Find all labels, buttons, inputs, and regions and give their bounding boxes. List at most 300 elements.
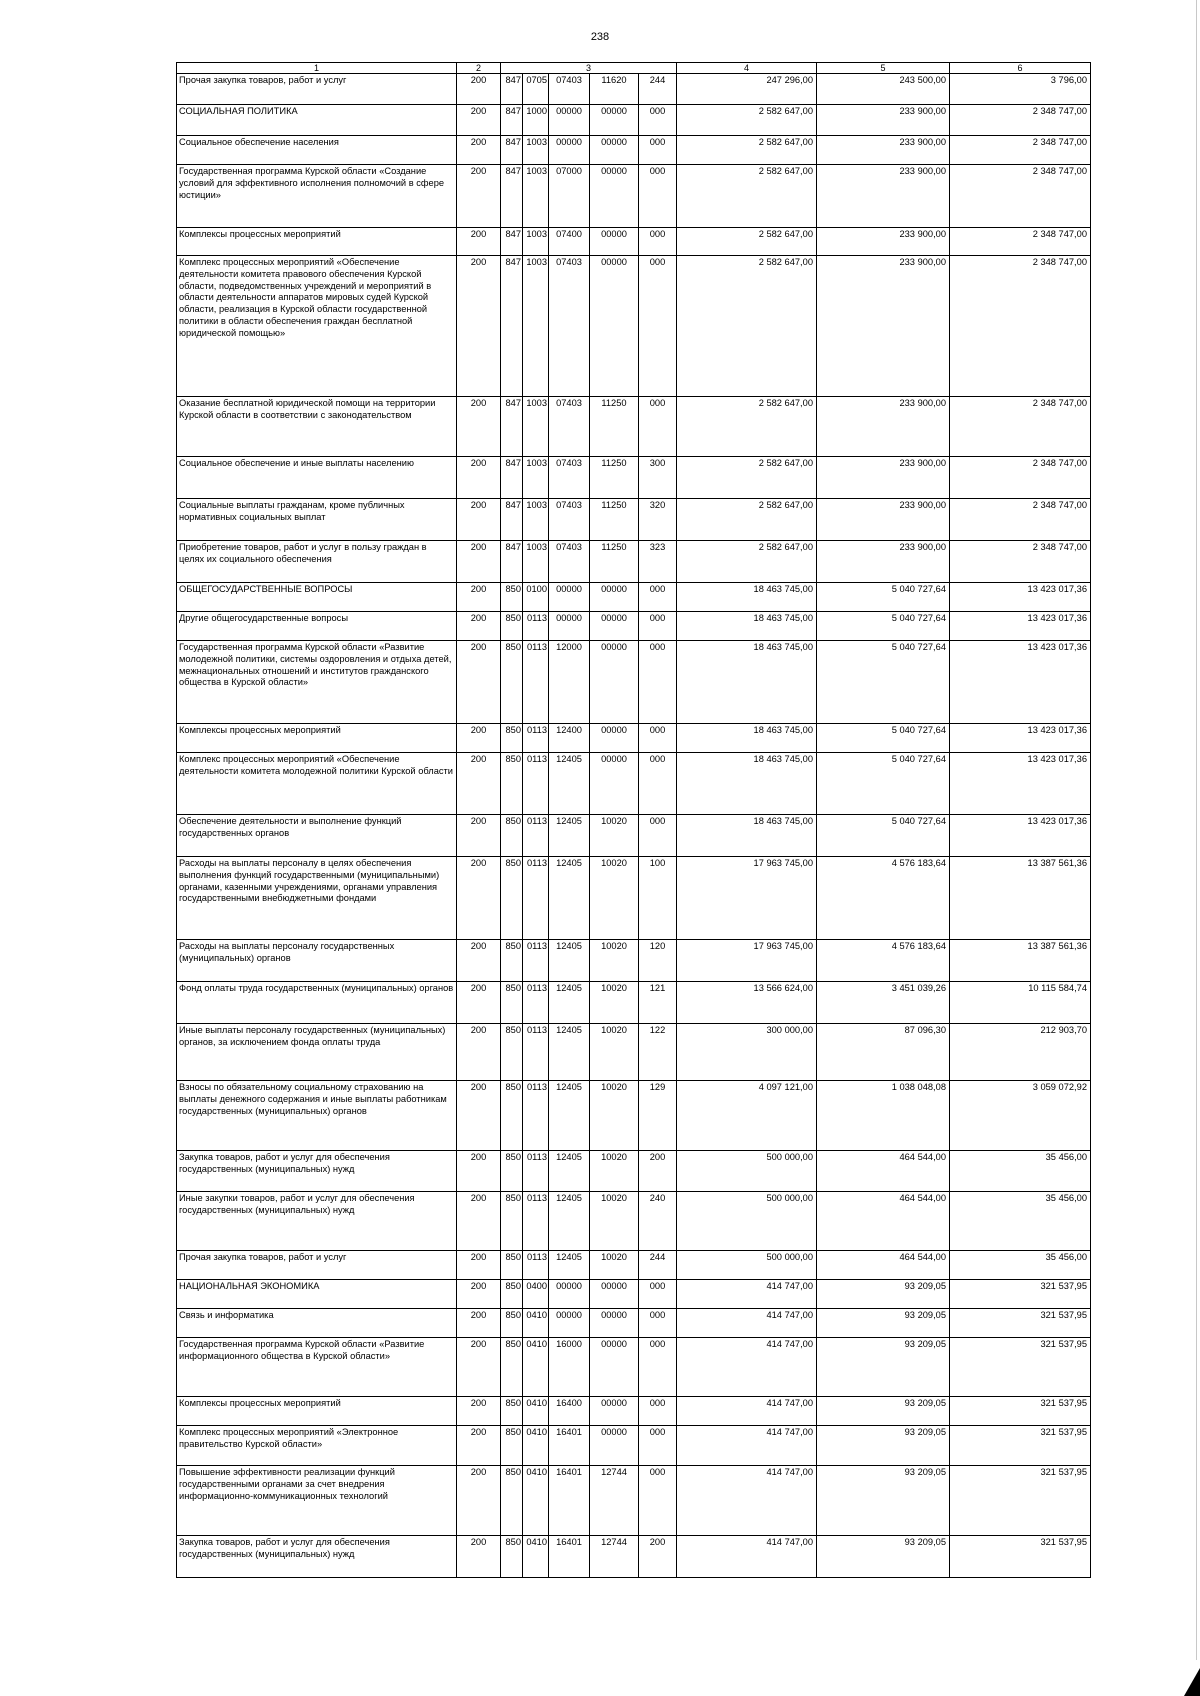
row-code-ministry: 850 bbox=[501, 583, 523, 612]
table-row bbox=[177, 1251, 1091, 1280]
row-code-program: 12405 bbox=[549, 857, 590, 940]
row-value-col5: 233 900,00 bbox=[817, 165, 950, 228]
row-value-col4: 18 463 745,00 bbox=[677, 641, 817, 724]
row-code-ministry: 850 bbox=[501, 982, 523, 1024]
row-value-col5: 233 900,00 bbox=[817, 541, 950, 583]
row-value-col6: 35 456,00 bbox=[950, 1151, 1091, 1192]
row-code-direction: 00000 bbox=[590, 136, 639, 165]
header-col-6: 6 bbox=[950, 63, 1091, 74]
row-code-col2: 200 bbox=[457, 499, 501, 541]
table-row bbox=[177, 1192, 1091, 1251]
row-name: СОЦИАЛЬНАЯ ПОЛИТИКА bbox=[177, 105, 457, 136]
row-value-col4: 414 747,00 bbox=[677, 1338, 817, 1397]
row-code-direction: 10020 bbox=[590, 1024, 639, 1081]
table-row bbox=[177, 583, 1091, 612]
row-code-expense-type: 120 bbox=[639, 940, 677, 982]
row-name: Комплекс процессных мероприятий «Электронное правительство Курской области» bbox=[177, 1426, 457, 1466]
row-code-expense-type: 000 bbox=[639, 815, 677, 857]
row-name: Оказание бесплатной юридической помощи на территории Курской области в соответствии с законодательством bbox=[177, 397, 457, 457]
row-value-col6: 321 537,95 bbox=[950, 1309, 1091, 1338]
row-name: Приобретение товаров, работ и услуг в пользу граждан в целях их социального обеспечения bbox=[177, 541, 457, 583]
row-code-ministry: 847 bbox=[501, 457, 523, 499]
row-code-section: 1003 bbox=[523, 541, 549, 583]
table-row bbox=[177, 541, 1091, 583]
row-code-section: 0113 bbox=[523, 1024, 549, 1081]
row-value-col4: 2 582 647,00 bbox=[677, 136, 817, 165]
row-code-program: 12400 bbox=[549, 724, 590, 753]
row-code-program: 00000 bbox=[549, 583, 590, 612]
row-code-section: 0113 bbox=[523, 940, 549, 982]
row-code-expense-type: 000 bbox=[639, 1466, 677, 1536]
row-name: Комплексы процессных мероприятий bbox=[177, 228, 457, 256]
row-name: Социальные выплаты гражданам, кроме публичных нормативных социальных выплат bbox=[177, 499, 457, 541]
row-value-col5: 1 038 048,08 bbox=[817, 1081, 950, 1151]
table-row bbox=[177, 982, 1091, 1024]
row-code-direction: 00000 bbox=[590, 641, 639, 724]
row-value-col4: 2 582 647,00 bbox=[677, 541, 817, 583]
row-code-section: 0410 bbox=[523, 1338, 549, 1397]
row-code-program: 07403 bbox=[549, 256, 590, 397]
table-row bbox=[177, 1081, 1091, 1151]
row-name: Расходы на выплаты персоналу государственных (муниципальных) органов bbox=[177, 940, 457, 982]
row-code-direction: 00000 bbox=[590, 583, 639, 612]
row-name: Иные выплаты персоналу государственных (муниципальных) органов, за исключением фонда оплаты труда bbox=[177, 1024, 457, 1081]
row-code-section: 0113 bbox=[523, 1081, 549, 1151]
table-row bbox=[177, 397, 1091, 457]
row-code-direction: 10020 bbox=[590, 1081, 639, 1151]
row-name: НАЦИОНАЛЬНАЯ ЭКОНОМИКА bbox=[177, 1280, 457, 1309]
row-code-col2: 200 bbox=[457, 583, 501, 612]
row-value-col5: 5 040 727,64 bbox=[817, 612, 950, 641]
row-code-program: 07000 bbox=[549, 165, 590, 228]
row-code-expense-type: 000 bbox=[639, 1280, 677, 1309]
row-value-col4: 500 000,00 bbox=[677, 1151, 817, 1192]
row-name: Иные закупки товаров, работ и услуг для обеспечения государственных (муниципальных) нужд bbox=[177, 1192, 457, 1251]
row-code-direction: 10020 bbox=[590, 1192, 639, 1251]
row-name: Другие общегосударственные вопросы bbox=[177, 612, 457, 641]
row-value-col6: 13 423 017,36 bbox=[950, 612, 1091, 641]
row-value-col6: 35 456,00 bbox=[950, 1192, 1091, 1251]
row-code-col2: 200 bbox=[457, 641, 501, 724]
row-value-col5: 233 900,00 bbox=[817, 457, 950, 499]
row-code-expense-type: 000 bbox=[639, 105, 677, 136]
header-col-3: 3 bbox=[501, 63, 677, 74]
row-value-col6: 2 348 747,00 bbox=[950, 397, 1091, 457]
row-code-ministry: 850 bbox=[501, 1081, 523, 1151]
row-code-expense-type: 320 bbox=[639, 499, 677, 541]
row-value-col4: 414 747,00 bbox=[677, 1466, 817, 1536]
row-code-section: 0113 bbox=[523, 1151, 549, 1192]
row-code-col2: 200 bbox=[457, 982, 501, 1024]
table-row bbox=[177, 1466, 1091, 1536]
row-value-col6: 321 537,95 bbox=[950, 1280, 1091, 1309]
row-code-expense-type: 000 bbox=[639, 1426, 677, 1466]
row-value-col4: 414 747,00 bbox=[677, 1280, 817, 1309]
row-name: Комплекс процессных мероприятий «Обеспечение деятельности комитета правового обеспечения Курской области, подведомственных учреждений и мероприятий в области деятельности аппаратов мировых судей Курской области, реализация в Курской области государственной политики в области обеспечения граждан бесплатной юридической помощью» bbox=[177, 256, 457, 397]
row-value-col6: 13 423 017,36 bbox=[950, 583, 1091, 612]
row-value-col6: 13 423 017,36 bbox=[950, 724, 1091, 753]
row-name: Комплексы процессных мероприятий bbox=[177, 724, 457, 753]
row-value-col4: 2 582 647,00 bbox=[677, 499, 817, 541]
table-row bbox=[177, 1426, 1091, 1466]
row-value-col6: 13 423 017,36 bbox=[950, 641, 1091, 724]
row-code-section: 0410 bbox=[523, 1466, 549, 1536]
row-code-section: 0113 bbox=[523, 612, 549, 641]
row-code-expense-type: 200 bbox=[639, 1151, 677, 1192]
row-code-direction: 00000 bbox=[590, 1397, 639, 1426]
row-code-direction: 00000 bbox=[590, 105, 639, 136]
row-value-col5: 93 209,05 bbox=[817, 1536, 950, 1578]
table-row bbox=[177, 753, 1091, 815]
row-value-col5: 93 209,05 bbox=[817, 1309, 950, 1338]
row-code-expense-type: 000 bbox=[639, 397, 677, 457]
row-value-col6: 3 059 072,92 bbox=[950, 1081, 1091, 1151]
table-row bbox=[177, 165, 1091, 228]
row-name: Обеспечение деятельности и выполнение функций государственных органов bbox=[177, 815, 457, 857]
row-code-section: 0113 bbox=[523, 982, 549, 1024]
row-code-direction: 10020 bbox=[590, 1251, 639, 1280]
row-value-col4: 17 963 745,00 bbox=[677, 857, 817, 940]
row-value-col6: 2 348 747,00 bbox=[950, 256, 1091, 397]
row-code-expense-type: 000 bbox=[639, 136, 677, 165]
row-code-program: 00000 bbox=[549, 1309, 590, 1338]
row-value-col5: 93 209,05 bbox=[817, 1466, 950, 1536]
row-value-col4: 2 582 647,00 bbox=[677, 256, 817, 397]
row-code-ministry: 850 bbox=[501, 857, 523, 940]
row-code-col2: 200 bbox=[457, 753, 501, 815]
row-code-col2: 200 bbox=[457, 1151, 501, 1192]
row-code-program: 12405 bbox=[549, 1151, 590, 1192]
row-code-expense-type: 000 bbox=[639, 1397, 677, 1426]
row-value-col5: 233 900,00 bbox=[817, 499, 950, 541]
row-code-col2: 200 bbox=[457, 1536, 501, 1578]
row-code-section: 0113 bbox=[523, 753, 549, 815]
row-code-expense-type: 121 bbox=[639, 982, 677, 1024]
row-code-direction: 10020 bbox=[590, 1151, 639, 1192]
row-code-col2: 200 bbox=[457, 541, 501, 583]
row-code-ministry: 850 bbox=[501, 612, 523, 641]
row-code-col2: 200 bbox=[457, 1309, 501, 1338]
row-code-ministry: 850 bbox=[501, 1397, 523, 1426]
row-code-expense-type: 244 bbox=[639, 74, 677, 105]
row-code-ministry: 847 bbox=[501, 105, 523, 136]
row-name: Комплекс процессных мероприятий «Обеспечение деятельности комитета молодежной политики Курской области bbox=[177, 753, 457, 815]
table-row bbox=[177, 228, 1091, 256]
header-col-4: 4 bbox=[677, 63, 817, 74]
row-code-section: 1003 bbox=[523, 499, 549, 541]
row-code-direction: 00000 bbox=[590, 753, 639, 815]
row-code-direction: 11250 bbox=[590, 457, 639, 499]
row-value-col6: 321 537,95 bbox=[950, 1426, 1091, 1466]
row-code-ministry: 847 bbox=[501, 397, 523, 457]
row-code-col2: 200 bbox=[457, 1426, 501, 1466]
row-code-expense-type: 200 bbox=[639, 1536, 677, 1578]
corner-mark bbox=[1184, 1668, 1200, 1696]
row-code-direction: 00000 bbox=[590, 724, 639, 753]
row-code-ministry: 847 bbox=[501, 165, 523, 228]
row-value-col6: 321 537,95 bbox=[950, 1397, 1091, 1426]
row-code-section: 0113 bbox=[523, 1192, 549, 1251]
row-name: Повышение эффективности реализации функций государственными органами за счет внедрения информационно-коммуникационных технологий bbox=[177, 1466, 457, 1536]
row-code-col2: 200 bbox=[457, 457, 501, 499]
table-row bbox=[177, 1536, 1091, 1578]
row-code-col2: 200 bbox=[457, 1251, 501, 1280]
row-code-expense-type: 000 bbox=[639, 1338, 677, 1397]
row-code-section: 1003 bbox=[523, 457, 549, 499]
row-code-direction: 00000 bbox=[590, 1309, 639, 1338]
table-row bbox=[177, 105, 1091, 136]
row-name: Государственная программа Курской области «Создание условий для эффективного исполнения полномочий в сфере юстиции» bbox=[177, 165, 457, 228]
row-value-col4: 18 463 745,00 bbox=[677, 724, 817, 753]
row-code-ministry: 850 bbox=[501, 641, 523, 724]
row-code-col2: 200 bbox=[457, 1192, 501, 1251]
row-value-col4: 2 582 647,00 bbox=[677, 165, 817, 228]
row-code-program: 00000 bbox=[549, 136, 590, 165]
row-value-col5: 5 040 727,64 bbox=[817, 815, 950, 857]
row-code-ministry: 850 bbox=[501, 940, 523, 982]
row-value-col6: 35 456,00 bbox=[950, 1251, 1091, 1280]
row-value-col5: 4 576 183,64 bbox=[817, 940, 950, 982]
row-code-expense-type: 000 bbox=[639, 228, 677, 256]
table-row bbox=[177, 1338, 1091, 1397]
row-code-col2: 200 bbox=[457, 815, 501, 857]
row-name: Расходы на выплаты персоналу в целях обеспечения выполнения функций государственными (муниципальными) органами, казенными учреждениями, органами управления государственными внебюджетными фондами bbox=[177, 857, 457, 940]
budget-table bbox=[176, 62, 1091, 1578]
table-row bbox=[177, 136, 1091, 165]
row-code-direction: 11620 bbox=[590, 74, 639, 105]
row-value-col5: 4 576 183,64 bbox=[817, 857, 950, 940]
row-code-section: 1003 bbox=[523, 256, 549, 397]
header-col-5: 5 bbox=[817, 63, 950, 74]
table-body bbox=[177, 74, 1091, 1578]
row-code-program: 12405 bbox=[549, 1081, 590, 1151]
row-code-col2: 200 bbox=[457, 256, 501, 397]
row-name: Закупка товаров, работ и услуг для обеспечения государственных (муниципальных) нужд bbox=[177, 1151, 457, 1192]
row-code-expense-type: 000 bbox=[639, 753, 677, 815]
row-code-direction: 10020 bbox=[590, 857, 639, 940]
row-code-ministry: 850 bbox=[501, 1280, 523, 1309]
row-code-expense-type: 000 bbox=[639, 641, 677, 724]
table-row bbox=[177, 612, 1091, 641]
row-code-direction: 10020 bbox=[590, 982, 639, 1024]
row-value-col4: 500 000,00 bbox=[677, 1251, 817, 1280]
row-value-col4: 18 463 745,00 bbox=[677, 583, 817, 612]
row-code-program: 12405 bbox=[549, 815, 590, 857]
row-value-col6: 2 348 747,00 bbox=[950, 457, 1091, 499]
row-code-expense-type: 000 bbox=[639, 583, 677, 612]
row-code-section: 0400 bbox=[523, 1280, 549, 1309]
row-code-direction: 11250 bbox=[590, 499, 639, 541]
row-code-section: 1003 bbox=[523, 397, 549, 457]
row-code-program: 00000 bbox=[549, 612, 590, 641]
row-code-program: 12405 bbox=[549, 1251, 590, 1280]
row-value-col4: 17 963 745,00 bbox=[677, 940, 817, 982]
row-value-col6: 3 796,00 bbox=[950, 74, 1091, 105]
row-value-col4: 414 747,00 bbox=[677, 1309, 817, 1338]
table-row bbox=[177, 641, 1091, 724]
row-value-col5: 233 900,00 bbox=[817, 136, 950, 165]
table-row bbox=[177, 857, 1091, 940]
row-value-col6: 2 348 747,00 bbox=[950, 136, 1091, 165]
row-code-direction: 10020 bbox=[590, 940, 639, 982]
row-code-section: 0113 bbox=[523, 815, 549, 857]
row-value-col5: 233 900,00 bbox=[817, 228, 950, 256]
row-code-ministry: 847 bbox=[501, 228, 523, 256]
row-code-col2: 200 bbox=[457, 397, 501, 457]
row-name: Социальное обеспечение населения bbox=[177, 136, 457, 165]
row-value-col6: 10 115 584,74 bbox=[950, 982, 1091, 1024]
row-code-direction: 12744 bbox=[590, 1536, 639, 1578]
row-code-section: 1003 bbox=[523, 228, 549, 256]
table-row bbox=[177, 1280, 1091, 1309]
row-code-direction: 12744 bbox=[590, 1466, 639, 1536]
row-code-section: 0100 bbox=[523, 583, 549, 612]
row-code-section: 0410 bbox=[523, 1397, 549, 1426]
row-code-col2: 200 bbox=[457, 1338, 501, 1397]
row-value-col5: 93 209,05 bbox=[817, 1426, 950, 1466]
row-value-col4: 2 582 647,00 bbox=[677, 105, 817, 136]
row-code-expense-type: 122 bbox=[639, 1024, 677, 1081]
row-code-ministry: 850 bbox=[501, 1192, 523, 1251]
row-value-col6: 2 348 747,00 bbox=[950, 541, 1091, 583]
row-code-ministry: 847 bbox=[501, 541, 523, 583]
row-value-col4: 18 463 745,00 bbox=[677, 815, 817, 857]
row-code-program: 16401 bbox=[549, 1536, 590, 1578]
row-code-direction: 00000 bbox=[590, 612, 639, 641]
row-code-section: 1003 bbox=[523, 165, 549, 228]
row-code-expense-type: 240 bbox=[639, 1192, 677, 1251]
row-code-col2: 200 bbox=[457, 74, 501, 105]
row-name: Закупка товаров, работ и услуг для обеспечения государственных (муниципальных) нужд bbox=[177, 1536, 457, 1578]
row-code-program: 12405 bbox=[549, 1192, 590, 1251]
header-row bbox=[177, 63, 1091, 74]
row-code-program: 00000 bbox=[549, 1280, 590, 1309]
row-name: ОБЩЕГОСУДАРСТВЕННЫЕ ВОПРОСЫ bbox=[177, 583, 457, 612]
row-code-col2: 200 bbox=[457, 165, 501, 228]
table-row bbox=[177, 1024, 1091, 1081]
row-value-col4: 247 296,00 bbox=[677, 74, 817, 105]
row-code-expense-type: 000 bbox=[639, 256, 677, 397]
row-name: Государственная программа Курской области «Развитие молодежной политики, системы оздоровления и отдыха детей, межнациональных отношений и институтов гражданского общества в Курской области» bbox=[177, 641, 457, 724]
header-col-1: 1 bbox=[177, 63, 457, 74]
row-code-program: 12000 bbox=[549, 641, 590, 724]
row-code-col2: 200 bbox=[457, 940, 501, 982]
row-code-expense-type: 000 bbox=[639, 1309, 677, 1338]
row-name: Социальное обеспечение и иные выплаты населению bbox=[177, 457, 457, 499]
row-name: Комплексы процессных мероприятий bbox=[177, 1397, 457, 1426]
row-code-program: 12405 bbox=[549, 982, 590, 1024]
row-value-col6: 2 348 747,00 bbox=[950, 228, 1091, 256]
row-code-program: 16401 bbox=[549, 1426, 590, 1466]
row-value-col6: 321 537,95 bbox=[950, 1536, 1091, 1578]
row-code-ministry: 850 bbox=[501, 1251, 523, 1280]
row-code-ministry: 850 bbox=[501, 1309, 523, 1338]
row-code-expense-type: 000 bbox=[639, 724, 677, 753]
row-code-direction: 00000 bbox=[590, 256, 639, 397]
row-value-col6: 13 423 017,36 bbox=[950, 815, 1091, 857]
table-row bbox=[177, 457, 1091, 499]
row-code-expense-type: 000 bbox=[639, 612, 677, 641]
row-code-direction: 11250 bbox=[590, 541, 639, 583]
row-code-program: 07403 bbox=[549, 397, 590, 457]
page-number: 238 bbox=[590, 31, 610, 43]
row-code-ministry: 850 bbox=[501, 724, 523, 753]
row-code-ministry: 847 bbox=[501, 74, 523, 105]
row-code-direction: 00000 bbox=[590, 1338, 639, 1397]
row-code-program: 00000 bbox=[549, 105, 590, 136]
row-code-col2: 200 bbox=[457, 1280, 501, 1309]
row-code-section: 0410 bbox=[523, 1426, 549, 1466]
row-value-col5: 5 040 727,64 bbox=[817, 641, 950, 724]
row-code-ministry: 847 bbox=[501, 136, 523, 165]
row-code-section: 0113 bbox=[523, 641, 549, 724]
row-value-col4: 13 566 624,00 bbox=[677, 982, 817, 1024]
row-code-expense-type: 100 bbox=[639, 857, 677, 940]
row-code-program: 12405 bbox=[549, 753, 590, 815]
row-code-direction: 00000 bbox=[590, 165, 639, 228]
row-code-ministry: 850 bbox=[501, 1338, 523, 1397]
row-code-col2: 200 bbox=[457, 1466, 501, 1536]
row-code-col2: 200 bbox=[457, 1024, 501, 1081]
row-value-col5: 93 209,05 bbox=[817, 1338, 950, 1397]
row-value-col5: 233 900,00 bbox=[817, 397, 950, 457]
row-code-ministry: 850 bbox=[501, 753, 523, 815]
table-row bbox=[177, 1397, 1091, 1426]
row-value-col5: 5 040 727,64 bbox=[817, 753, 950, 815]
table-row bbox=[177, 1151, 1091, 1192]
row-code-ministry: 850 bbox=[501, 1024, 523, 1081]
row-value-col5: 3 451 039,26 bbox=[817, 982, 950, 1024]
row-value-col4: 414 747,00 bbox=[677, 1426, 817, 1466]
row-code-direction: 00000 bbox=[590, 1426, 639, 1466]
row-code-program: 07403 bbox=[549, 541, 590, 583]
row-value-col6: 13 387 561,36 bbox=[950, 940, 1091, 982]
row-code-section: 1000 bbox=[523, 105, 549, 136]
row-code-expense-type: 129 bbox=[639, 1081, 677, 1151]
row-value-col5: 464 544,00 bbox=[817, 1251, 950, 1280]
row-value-col6: 321 537,95 bbox=[950, 1466, 1091, 1536]
row-code-program: 07403 bbox=[549, 499, 590, 541]
row-code-expense-type: 323 bbox=[639, 541, 677, 583]
row-value-col5: 233 900,00 bbox=[817, 105, 950, 136]
row-name: Связь и информатика bbox=[177, 1309, 457, 1338]
row-code-program: 07403 bbox=[549, 457, 590, 499]
row-code-ministry: 847 bbox=[501, 499, 523, 541]
row-code-section: 0113 bbox=[523, 724, 549, 753]
row-value-col5: 5 040 727,64 bbox=[817, 724, 950, 753]
row-value-col5: 464 544,00 bbox=[817, 1151, 950, 1192]
row-value-col5: 87 096,30 bbox=[817, 1024, 950, 1081]
row-code-col2: 200 bbox=[457, 136, 501, 165]
row-code-ministry: 850 bbox=[501, 1426, 523, 1466]
row-code-col2: 200 bbox=[457, 724, 501, 753]
row-name: Прочая закупка товаров, работ и услуг bbox=[177, 74, 457, 105]
row-code-col2: 200 bbox=[457, 105, 501, 136]
row-code-expense-type: 244 bbox=[639, 1251, 677, 1280]
row-code-section: 0113 bbox=[523, 1251, 549, 1280]
row-value-col4: 18 463 745,00 bbox=[677, 753, 817, 815]
row-code-col2: 200 bbox=[457, 228, 501, 256]
row-value-col6: 2 348 747,00 bbox=[950, 499, 1091, 541]
table-row bbox=[177, 1309, 1091, 1338]
row-value-col6: 2 348 747,00 bbox=[950, 105, 1091, 136]
row-code-expense-type: 000 bbox=[639, 165, 677, 228]
header-col-2: 2 bbox=[457, 63, 501, 74]
row-name: Фонд оплаты труда государственных (муниципальных) органов bbox=[177, 982, 457, 1024]
row-code-program: 16000 bbox=[549, 1338, 590, 1397]
row-value-col4: 4 097 121,00 bbox=[677, 1081, 817, 1151]
row-code-program: 12405 bbox=[549, 1024, 590, 1081]
